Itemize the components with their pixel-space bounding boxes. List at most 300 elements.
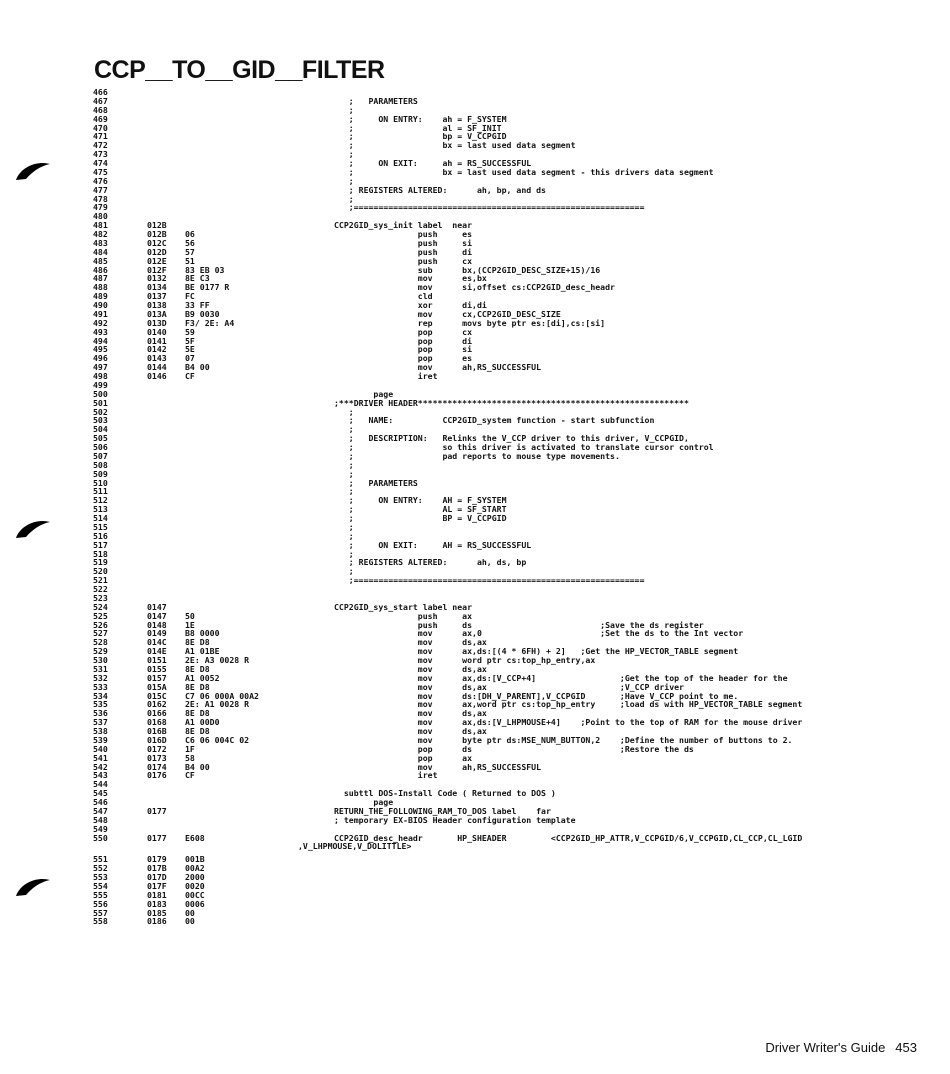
address: 0142 xyxy=(147,344,167,355)
address: 0138 xyxy=(147,300,167,310)
listing-line xyxy=(0,541,950,550)
listing-line xyxy=(0,461,950,470)
line-number: 480 xyxy=(93,211,108,222)
line-number: 502 xyxy=(93,406,108,417)
source-text: iret xyxy=(334,770,438,781)
object-code: 8E D8 xyxy=(185,637,210,648)
source-text: pop cx xyxy=(334,326,473,337)
listing-line xyxy=(0,558,950,567)
address: 0168 xyxy=(147,717,167,728)
address: 0183 xyxy=(147,898,167,909)
address: 0144 xyxy=(147,362,167,373)
line-number: 524 xyxy=(93,601,108,612)
listing-line xyxy=(0,328,950,337)
object-code: FC xyxy=(185,291,195,302)
line-number: 548 xyxy=(93,814,108,825)
source-text: CCP2GID_desc_headr HP_SHEADER <CCP2GID_HP_ATTR,V_CCPGID/6,V_CCPGID,CL_CCP,CL_LGID xyxy=(334,832,803,843)
object-code: 8E D8 xyxy=(185,681,210,692)
address: 0141 xyxy=(147,335,167,346)
line-number: 538 xyxy=(93,726,108,736)
object-code: 59 xyxy=(185,326,195,337)
object-code: 2000 xyxy=(185,872,205,882)
line-number: 553 xyxy=(93,872,108,882)
source-text: ; AL = SF_START xyxy=(334,504,507,515)
object-code: CF xyxy=(185,371,195,381)
source-text: push si xyxy=(334,237,473,248)
line-number: 549 xyxy=(93,823,108,834)
book-title: Driver Writer's Guide xyxy=(765,1040,886,1055)
source-text: push di xyxy=(334,246,473,257)
line-number: 552 xyxy=(93,863,108,874)
object-code: B4 00 xyxy=(185,362,210,373)
source-text: ; xyxy=(334,566,354,577)
line-number: 506 xyxy=(93,442,108,452)
source-text: ; xyxy=(334,406,354,417)
line-number: 466 xyxy=(93,87,108,97)
address: 012D xyxy=(147,246,167,257)
source-text: mov ds,ax xyxy=(334,708,487,719)
listing-line xyxy=(0,523,950,532)
listing-line xyxy=(0,212,950,221)
page-number: 453 xyxy=(895,1040,917,1055)
source-text: ; xyxy=(334,424,354,435)
line-number: 494 xyxy=(93,335,108,346)
source-text: push ds ;Save the ds register xyxy=(334,619,704,630)
object-code: 5F xyxy=(185,335,195,346)
line-number: 520 xyxy=(93,566,108,577)
object-code: A1 01BE xyxy=(185,646,220,657)
line-number: 499 xyxy=(93,379,108,390)
listing-line xyxy=(0,186,950,195)
line-number: 534 xyxy=(93,690,108,701)
source-text: ; xyxy=(334,530,354,541)
listing-line xyxy=(0,319,950,328)
address: 017F xyxy=(147,880,167,891)
line-number: 469 xyxy=(93,113,108,124)
listing-line xyxy=(0,381,950,390)
address: 0134 xyxy=(147,282,167,293)
source-text: ; temporary EX-BIOS Header configuration template xyxy=(334,814,576,825)
source-text: ; so this driver is activated to translate cursor control xyxy=(334,442,714,452)
object-code: 57 xyxy=(185,246,195,257)
address: 014C xyxy=(147,637,167,648)
line-number: 515 xyxy=(93,521,108,532)
address: 0172 xyxy=(147,743,167,754)
source-text: ; xyxy=(334,193,354,204)
address: 0162 xyxy=(147,699,167,710)
listing-line xyxy=(0,337,950,346)
listing-line xyxy=(0,141,950,150)
line-number: 481 xyxy=(93,220,108,231)
listing-line xyxy=(0,816,950,825)
source-text: subttl DOS-Install Code ( Returned to DOS ) xyxy=(334,788,556,799)
line-number: 541 xyxy=(93,752,108,763)
line-number: 478 xyxy=(93,193,108,204)
line-number: 485 xyxy=(93,255,108,266)
line-number: 533 xyxy=(93,681,108,692)
address: 0137 xyxy=(147,291,167,302)
line-number: 545 xyxy=(93,788,108,799)
line-number: 519 xyxy=(93,557,108,568)
source-text: ,V_LHPMOUSE,V_DOLITTLE> xyxy=(298,841,412,852)
source-text: mov ax,ds:[(4 * 6FH) + 2] ;Get the HP_VECTOR_TABLE segment xyxy=(334,646,739,657)
object-code: F3/ 2E: A4 xyxy=(185,317,235,328)
line-number: 483 xyxy=(93,237,108,248)
source-text: pop es xyxy=(334,353,473,364)
line-number: 526 xyxy=(93,619,108,630)
address: 017B xyxy=(147,863,167,874)
address: 0146 xyxy=(147,371,167,381)
address: 015C xyxy=(147,690,167,701)
object-code: 00 xyxy=(185,916,195,927)
object-code: CF xyxy=(185,770,195,781)
source-text: ; xyxy=(334,521,354,532)
source-text: pop ds ;Restore the ds xyxy=(334,743,694,754)
address: 015A xyxy=(147,681,167,692)
line-number: 532 xyxy=(93,672,108,683)
listing-line xyxy=(0,470,950,479)
source-text: mov cx,CCP2GID_DESC_SIZE xyxy=(334,308,561,319)
listing-line xyxy=(0,909,950,918)
address: 012C xyxy=(147,237,167,248)
source-text: mov ds,ax ;V_CCP driver xyxy=(334,681,684,692)
object-code: 8E D8 xyxy=(185,726,210,736)
address: 0147 xyxy=(147,601,167,612)
source-text: ; ON ENTRY: ah = F_SYSTEM xyxy=(334,113,507,124)
line-number: 511 xyxy=(93,486,108,497)
line-number: 537 xyxy=(93,717,108,728)
source-text: push es xyxy=(334,229,473,239)
object-code: A1 0052 xyxy=(185,672,220,683)
object-code: 8E D8 xyxy=(185,708,210,719)
line-number: 512 xyxy=(93,495,108,506)
object-code: 50 xyxy=(185,610,195,621)
listing-line xyxy=(0,168,950,177)
object-code: 0020 xyxy=(185,880,205,891)
listing-line xyxy=(0,97,950,106)
address: 016D xyxy=(147,734,167,745)
listing-line xyxy=(0,283,950,292)
address: 012E xyxy=(147,255,167,266)
source-text: mov ah,RS_SUCCESSFUL xyxy=(334,362,542,373)
source-text: ; PARAMETERS xyxy=(334,95,418,106)
listing-line xyxy=(0,855,950,864)
line-number: 467 xyxy=(93,95,108,106)
address: 014E xyxy=(147,646,167,657)
line-number: 517 xyxy=(93,539,108,550)
source-text: push cx xyxy=(334,255,473,266)
line-number: 472 xyxy=(93,140,108,151)
source-text: ; REGISTERS ALTERED: ah, bp, and ds xyxy=(334,184,546,195)
object-code: 58 xyxy=(185,752,195,763)
source-text: ; xyxy=(334,104,354,115)
line-number: 547 xyxy=(93,805,108,816)
listing-line xyxy=(0,771,950,780)
object-code: 1E xyxy=(185,619,195,630)
source-text: xor di,di xyxy=(334,300,487,310)
object-code: 1F xyxy=(185,743,195,754)
line-number: 474 xyxy=(93,158,108,168)
source-text: ; bx = last used data segment - this drivers data segment xyxy=(334,166,714,177)
object-code: 8E C3 xyxy=(185,273,210,284)
line-number: 536 xyxy=(93,708,108,719)
line-number: 490 xyxy=(93,300,108,310)
object-code: 001B xyxy=(185,854,205,865)
line-number: 476 xyxy=(93,175,108,186)
line-number: 496 xyxy=(93,353,108,364)
source-text: ; PARAMETERS xyxy=(334,477,418,488)
listing-line xyxy=(0,230,950,239)
address: 0166 xyxy=(147,708,167,719)
source-text: ; ON ENTRY: AH = F_SYSTEM xyxy=(334,495,507,506)
source-text: mov es,bx xyxy=(334,273,487,284)
address: 013D xyxy=(147,317,167,328)
listing-line xyxy=(0,603,950,612)
source-text: mov ax,ds:[V_LHPMOUSE+4] ;Point to the top of RAM for the mouse driver xyxy=(334,717,803,728)
line-number: 535 xyxy=(93,699,108,710)
address: 0174 xyxy=(147,761,167,772)
source-text: iret xyxy=(334,371,438,381)
source-text: ; BP = V_CCPGID xyxy=(334,513,507,523)
line-number: 493 xyxy=(93,326,108,337)
address: 013A xyxy=(147,308,167,319)
listing-line xyxy=(0,585,950,594)
source-text: ;=========================================================== xyxy=(334,575,645,586)
listing-line xyxy=(0,594,950,603)
source-text: ;***DRIVER HEADER******************************************************* xyxy=(334,397,689,408)
source-text: cld xyxy=(334,291,433,302)
source-text: mov word ptr cs:top_hp_entry,ax xyxy=(334,655,596,665)
listing-line xyxy=(0,834,950,843)
listing-line xyxy=(0,789,950,798)
listing-line xyxy=(0,248,950,257)
address: 0186 xyxy=(147,916,167,927)
address: 017D xyxy=(147,872,167,882)
address: 0143 xyxy=(147,353,167,364)
object-code: 00CC xyxy=(185,889,205,900)
line-number: 513 xyxy=(93,504,108,515)
source-text: pop si xyxy=(334,344,473,355)
listing-line xyxy=(0,763,950,772)
line-number: 540 xyxy=(93,743,108,754)
line-number: 504 xyxy=(93,424,108,435)
object-code: B8 0000 xyxy=(185,628,220,639)
object-code: 00A2 xyxy=(185,863,205,874)
source-text: rep movs byte ptr es:[di],cs:[si] xyxy=(334,317,606,328)
address: 0149 xyxy=(147,628,167,639)
address: 0148 xyxy=(147,619,167,630)
address: 0181 xyxy=(147,889,167,900)
source-text: page xyxy=(334,388,394,399)
line-number: 487 xyxy=(93,273,108,284)
listing-line xyxy=(0,88,950,97)
address: 0176 xyxy=(147,770,167,781)
source-text: ; REGISTERS ALTERED: ah, ds, bp xyxy=(334,557,527,568)
source-text: CCP2GID_sys_init label near xyxy=(334,220,473,231)
source-text: mov ax,0 ;Set the ds to the Int vector xyxy=(334,628,744,639)
object-code: C7 06 000A 00A2 xyxy=(185,690,259,701)
address: 0177 xyxy=(147,805,167,816)
line-number: 527 xyxy=(93,628,108,639)
line-number: 558 xyxy=(93,916,108,927)
source-text: ; ON EXIT: ah = RS_SUCCESSFUL xyxy=(334,158,532,168)
line-number: 554 xyxy=(93,880,108,891)
address: 0157 xyxy=(147,672,167,683)
listing-line xyxy=(0,479,950,488)
line-number: 486 xyxy=(93,264,108,275)
source-text: page xyxy=(334,797,394,807)
source-text: mov ds,ax xyxy=(334,637,487,648)
line-number: 518 xyxy=(93,548,108,559)
object-code: 07 xyxy=(185,353,195,364)
line-number: 482 xyxy=(93,229,108,239)
page-footer xyxy=(765,1040,917,1055)
listing-line xyxy=(0,363,950,372)
line-number: 550 xyxy=(93,832,108,843)
line-number: 495 xyxy=(93,344,108,355)
object-code: 51 xyxy=(185,255,195,266)
object-code: B9 0030 xyxy=(185,308,220,319)
source-text: mov ds,ax xyxy=(334,726,487,736)
code-listing xyxy=(0,88,950,926)
listing-line xyxy=(0,203,950,212)
address: 0173 xyxy=(147,752,167,763)
object-code: C6 06 004C 02 xyxy=(185,734,250,745)
source-text: pop di xyxy=(334,335,473,346)
source-text: mov ds:[DH_V_PARENT],V_CCPGID ;Have V_CCP point to me. xyxy=(334,690,739,701)
object-code: 0006 xyxy=(185,898,205,909)
address: 0179 xyxy=(147,854,167,865)
object-code: BE 0177 R xyxy=(185,282,230,293)
object-code: E608 xyxy=(185,832,205,843)
address: 0147 xyxy=(147,610,167,621)
line-number: 500 xyxy=(93,388,108,399)
line-number: 529 xyxy=(93,646,108,657)
line-number: 484 xyxy=(93,246,108,257)
line-number: 509 xyxy=(93,468,108,479)
source-text: push ax xyxy=(334,610,473,621)
listing-line xyxy=(0,416,950,425)
address: 0151 xyxy=(147,655,167,665)
object-code: 56 xyxy=(185,237,195,248)
line-number: 543 xyxy=(93,770,108,781)
object-code: A1 00D0 xyxy=(185,717,220,728)
line-number: 477 xyxy=(93,184,108,195)
line-number: 544 xyxy=(93,779,108,790)
line-number: 501 xyxy=(93,397,108,408)
line-number: 510 xyxy=(93,477,108,488)
source-text: mov ah,RS_SUCCESSFUL xyxy=(334,761,542,772)
address: 0177 xyxy=(147,832,167,843)
source-text: ; al = SF_INIT xyxy=(334,122,502,133)
listing-line xyxy=(0,221,950,230)
source-text: ; xyxy=(334,175,354,186)
source-text: ; bx = last used data segment xyxy=(334,140,576,151)
listing-line xyxy=(0,882,950,891)
address: 012B xyxy=(147,229,167,239)
object-code: 00 xyxy=(185,907,195,918)
source-text: mov ax,ds:[V_CCP+4] ;Get the top of the header for the xyxy=(334,672,788,683)
line-number: 507 xyxy=(93,450,108,461)
source-text: ; xyxy=(334,468,354,479)
line-number: 557 xyxy=(93,907,108,918)
listing-line xyxy=(0,873,950,882)
line-number: 523 xyxy=(93,592,108,603)
line-number: 473 xyxy=(93,149,108,160)
line-number: 471 xyxy=(93,131,108,142)
source-text: ; pad reports to mouse type movements. xyxy=(334,450,620,461)
line-number: 491 xyxy=(93,308,108,319)
source-text: ; xyxy=(334,486,354,497)
object-code: 2E: A3 0028 R xyxy=(185,655,250,665)
line-number: 522 xyxy=(93,584,108,594)
line-number: 555 xyxy=(93,889,108,900)
source-text: ; ON EXIT: AH = RS_SUCCESSFUL xyxy=(334,539,532,550)
line-number: 488 xyxy=(93,282,108,293)
source-text: mov byte ptr ds:MSE_NUM_BUTTON,2 ;Define the number of buttons to 2. xyxy=(334,734,793,745)
listing-line xyxy=(0,576,950,585)
listing-line xyxy=(0,514,950,523)
source-text: ; bp = V_CCPGID xyxy=(334,131,507,142)
object-code: 83 EB 03 xyxy=(185,264,225,275)
source-text: mov si,offset cs:CCP2GID_desc_headr xyxy=(334,282,615,293)
listing-line xyxy=(0,399,950,408)
source-text: ;=========================================================== xyxy=(334,202,645,213)
source-text: CCP2GID_sys_start label near xyxy=(334,601,473,612)
address: 0132 xyxy=(147,273,167,284)
line-number: 551 xyxy=(93,854,108,865)
address: 012B xyxy=(147,220,167,231)
line-number: 531 xyxy=(93,663,108,674)
line-number: 468 xyxy=(93,104,108,115)
listing-line xyxy=(0,917,950,926)
line-number: 489 xyxy=(93,291,108,302)
page-title: CCP__TO__GID__FILTER xyxy=(94,56,385,84)
object-code: 06 xyxy=(185,229,195,239)
line-number: 556 xyxy=(93,898,108,909)
source-text: pop ax xyxy=(334,752,473,763)
object-code: 33 FF xyxy=(185,300,210,310)
listing-line xyxy=(0,891,950,900)
source-text: ; DESCRIPTION: Relinks the V_CCP driver to this driver, V_CCPGID, xyxy=(334,433,689,444)
listing-line xyxy=(0,452,950,461)
listing-line xyxy=(0,345,950,354)
object-code: 2E: A1 0028 R xyxy=(185,699,250,710)
source-text: sub bx,(CCP2GID_DESC_SIZE+15)/16 xyxy=(334,264,601,275)
listing-line xyxy=(0,372,950,381)
object-code: B4 00 xyxy=(185,761,210,772)
source-text: ; xyxy=(334,548,354,559)
object-code: 8E D8 xyxy=(185,663,210,674)
address: 012F xyxy=(147,264,167,275)
source-text: RETURN_THE_FOLLOWING_RAM_TO_DOS label far xyxy=(334,805,551,816)
line-number: 530 xyxy=(93,655,108,665)
line-number: 492 xyxy=(93,317,108,328)
source-text: ; NAME: CCP2GID_system function - start subfunction xyxy=(334,415,655,426)
address: 0155 xyxy=(147,663,167,674)
source-text: mov ax,word ptr cs:top_hp_entry ;load ds with HP_VECTOR_TABLE segment xyxy=(334,699,803,710)
listing-line xyxy=(0,745,950,754)
line-number: 475 xyxy=(93,166,108,177)
line-number: 542 xyxy=(93,761,108,772)
line-number: 505 xyxy=(93,433,108,444)
object-code: 5E xyxy=(185,344,195,355)
line-number: 516 xyxy=(93,530,108,541)
line-number: 546 xyxy=(93,797,108,807)
line-number: 521 xyxy=(93,575,108,586)
line-number: 470 xyxy=(93,122,108,133)
line-number: 503 xyxy=(93,415,108,426)
